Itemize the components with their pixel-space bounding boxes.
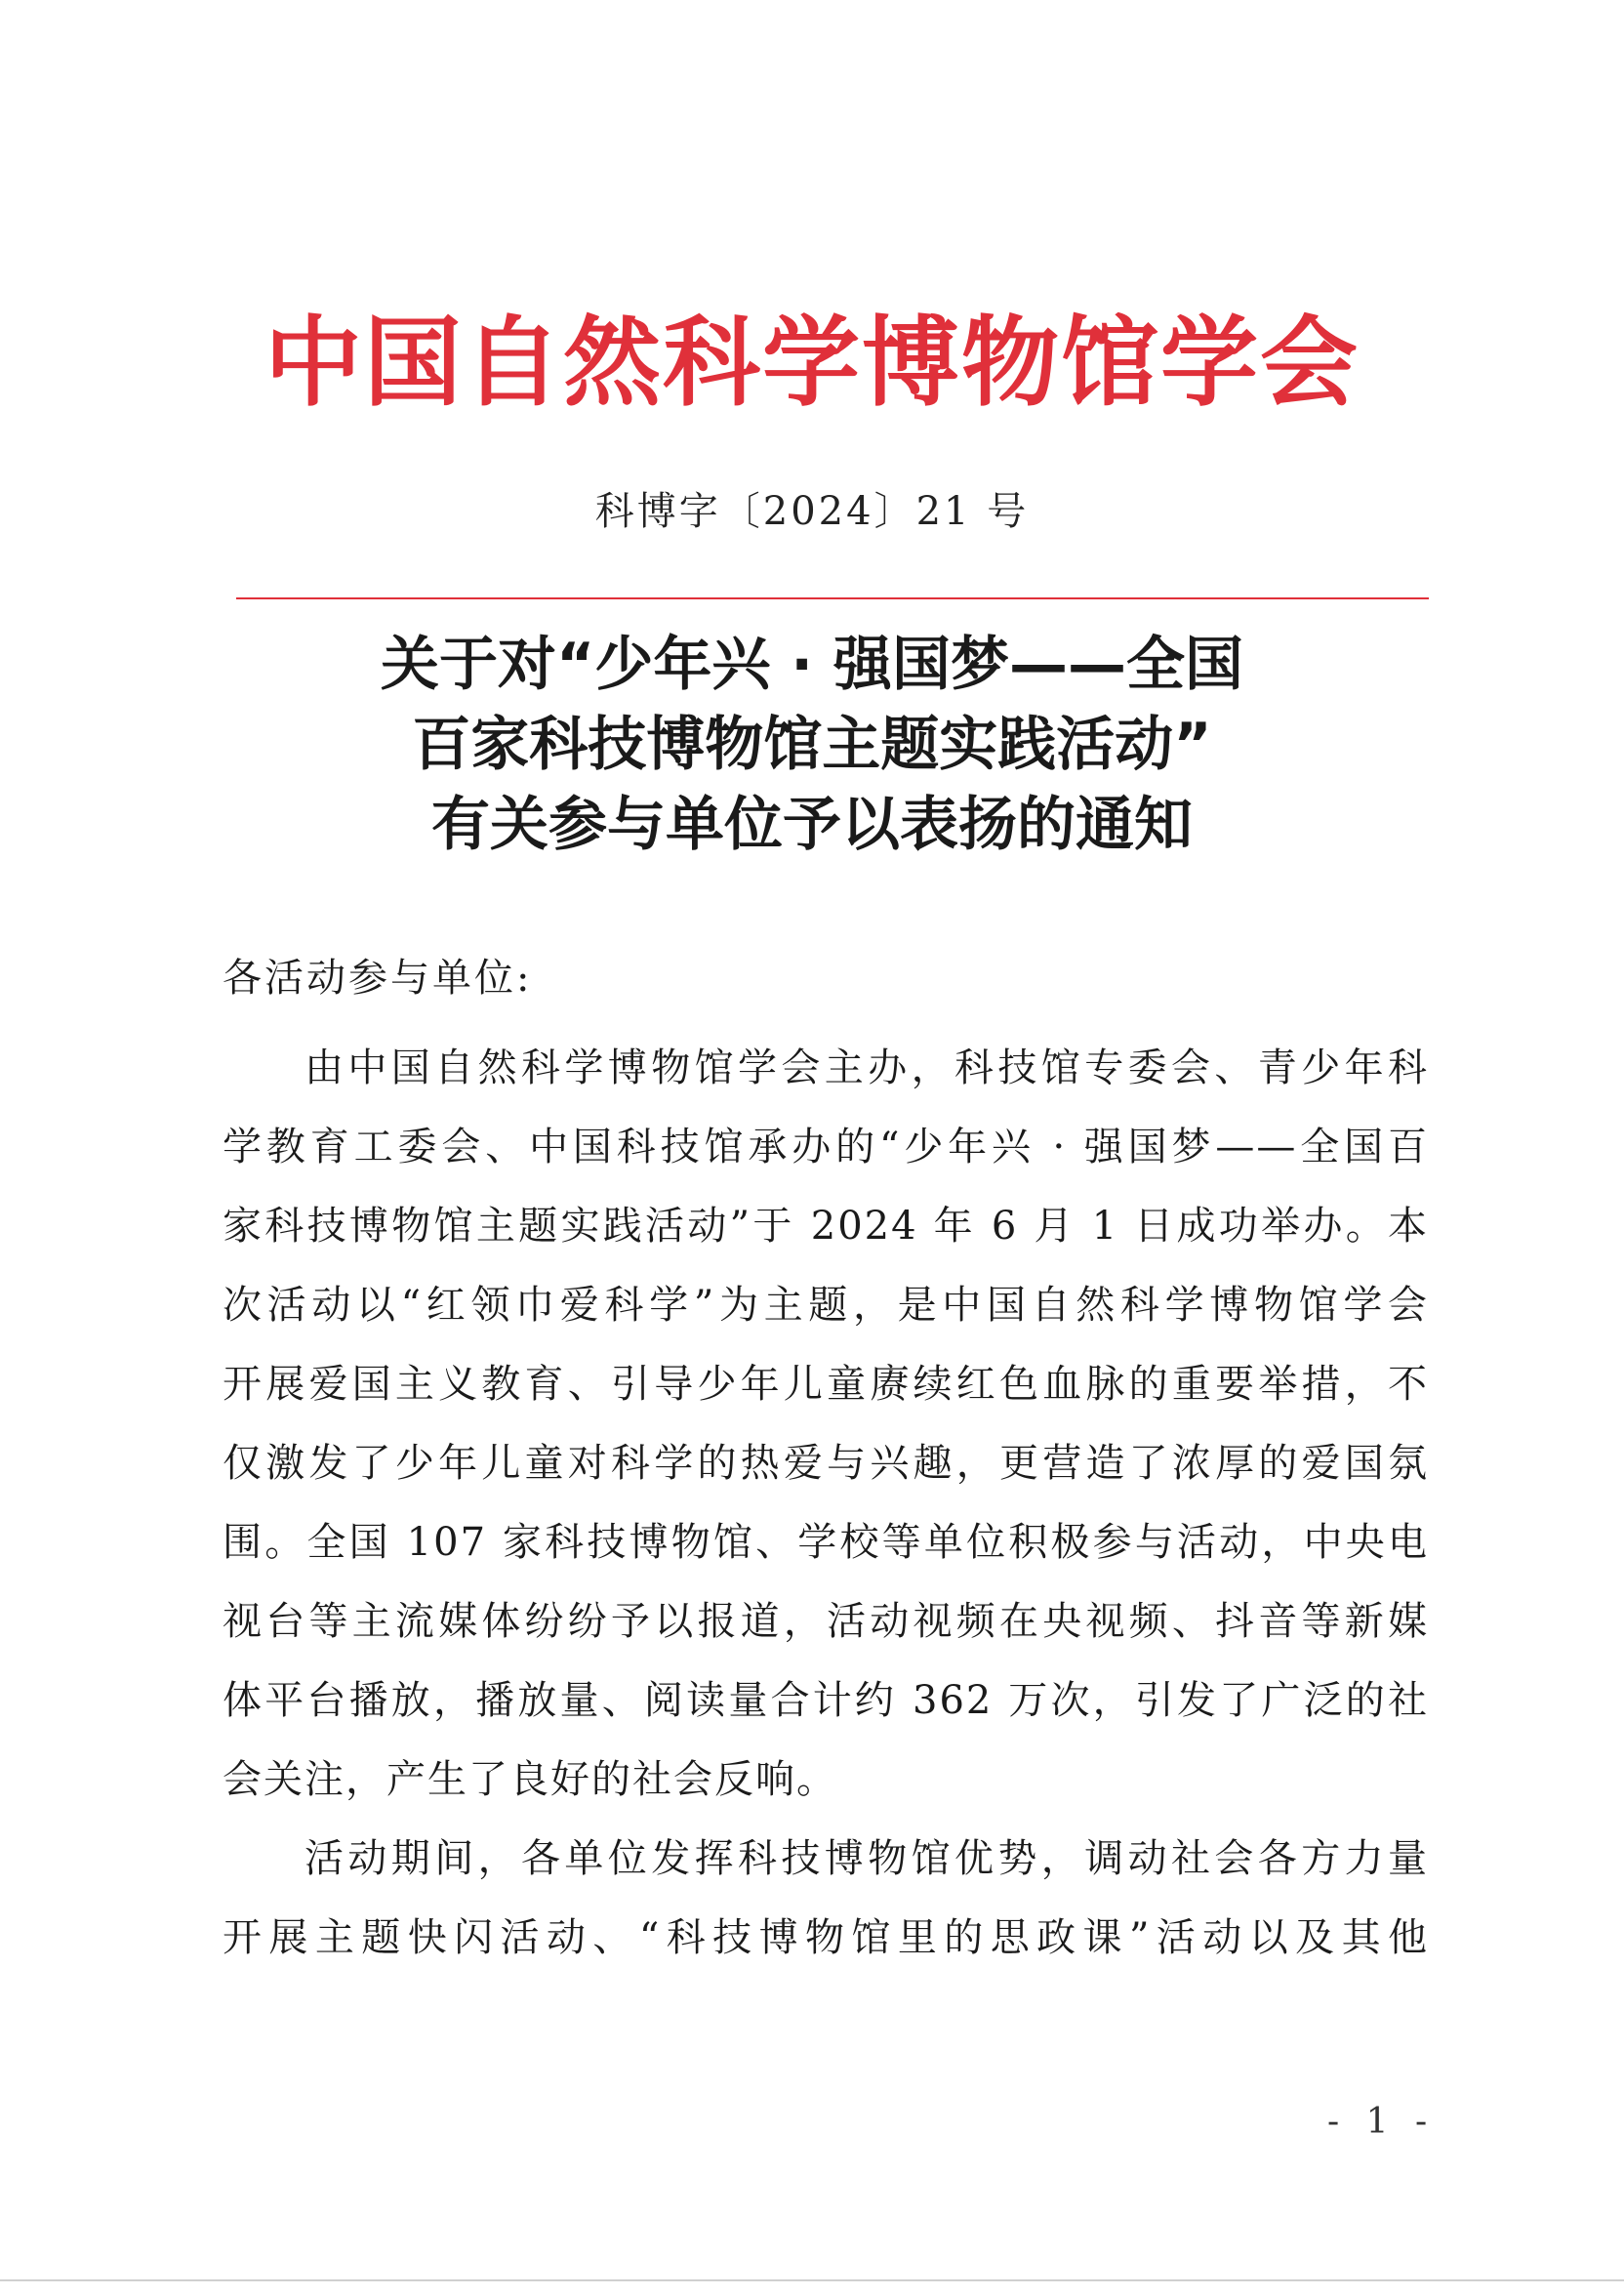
paragraph-line: 会关注，产生了良好的社会反响。 xyxy=(223,1757,837,1802)
paragraph-line: 体平台播放，播放量、阅读量合计约 362 万次，引发了广泛的社 xyxy=(223,1678,1429,1723)
paragraph-line: 学教育工委会、中国科技馆承办的“少年兴 · 强国梦——全国百 xyxy=(223,1125,1429,1169)
notice-title-line: 有关参与单位予以表扬的通知 xyxy=(431,791,1193,859)
notice-title xyxy=(0,625,1624,865)
paragraph-line: 家科技博物馆主题实践活动”于 2024 年 6 月 1 日成功举办。本 xyxy=(223,1204,1429,1249)
paragraph-line: 活动期间，各单位发挥科技博物馆优势，调动社会各方力量 xyxy=(304,1836,1429,1881)
notice-title-line: 关于对“少年兴 · 强国梦——全国 xyxy=(380,631,1243,699)
red-divider-line xyxy=(236,597,1429,599)
paragraph-line: 仅激发了少年儿童对科学的热爱与兴趣，更营造了浓厚的爱国氛 xyxy=(223,1441,1429,1486)
notice-title-line: 百家科技博物馆主题实践活动” xyxy=(412,711,1212,779)
page-number: - 1 - xyxy=(1327,2102,1436,2142)
paragraph-line: 由中国自然科学博物馆学会主办，科技馆专委会、青少年科 xyxy=(304,1046,1429,1090)
body-paragraph xyxy=(223,1820,1429,1978)
organization-header: 中国自然科学博物馆学会 xyxy=(264,306,1360,420)
body-paragraph xyxy=(223,1029,1429,1820)
paragraph-line: 开展爱国主义教育、引导少年儿童赓续红色血脉的重要举措，不 xyxy=(223,1362,1429,1407)
page-bottom-edge xyxy=(0,2279,1624,2281)
paragraph-line: 围。全国 107 家科技博物馆、学校等单位积极参与活动，中央电 xyxy=(223,1520,1429,1565)
paragraph-line: 开展主题快闪活动、“科技博物馆里的思政课”活动以及其他 xyxy=(223,1915,1429,1960)
paragraph-line: 视台等主流媒体纷纷予以报道，活动视频在央视频、抖音等新媒 xyxy=(223,1599,1429,1644)
document-number: 科博字〔2024〕21 号 xyxy=(594,489,1030,534)
salutation: 各活动参与单位: xyxy=(223,956,533,1001)
paragraph-line: 次活动以“红领巾爱科学”为主题，是中国自然科学博物馆学会 xyxy=(223,1283,1429,1328)
